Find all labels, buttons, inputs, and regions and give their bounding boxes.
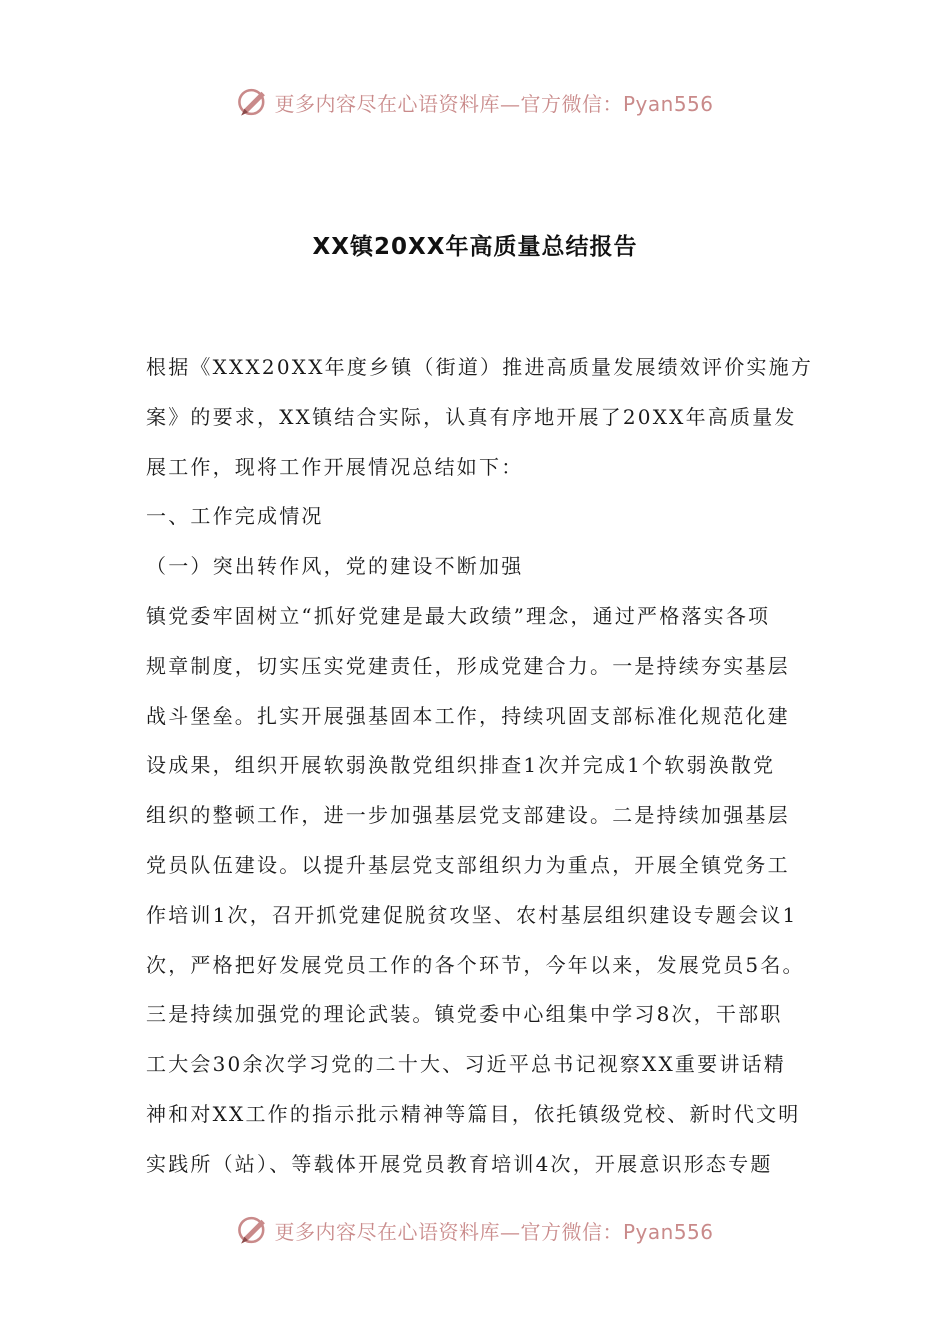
body-line-16: 神和对XX工作的指示批示精神等篇目，依托镇级党校、新时代文明 xyxy=(146,1101,801,1126)
watermark-logo-icon xyxy=(236,85,270,119)
body-line-14: 三是持续加强党的理论武装。镇党委中心组集中学习8次，干部职 xyxy=(146,1002,783,1027)
body-line-3: 展工作，现将工作开展情况总结如下： xyxy=(146,454,524,479)
body-line-15: 工大会30余次学习党的二十大、习近平总书记视察XX重要讲话精 xyxy=(146,1052,786,1077)
section-heading-1: 一、工作完成情况 xyxy=(146,504,324,529)
body-line-11: 党员队伍建设。以提升基层党支部组织力为重点，开展全镇党务工 xyxy=(146,852,790,877)
body-line-7: 规章制度，切实压实党建责任，形成党建合力。一是持续夯实基层 xyxy=(146,653,790,678)
body-line-13: 次，严格把好发展党员工作的各个环节，今年以来，发展党员5名。 xyxy=(146,952,805,977)
watermark-logo-icon xyxy=(236,1213,270,1247)
body-line-8: 战斗堡垒。扎实开展强基固本工作，持续巩固支部标准化规范化建 xyxy=(146,703,790,728)
watermark-text xyxy=(274,88,713,117)
watermark-wechat-id: Pyan556 xyxy=(622,91,714,116)
body-line-6: 镇党委牢固树立“抓好党建是最大政绩”理念，通过严格落实各项 xyxy=(146,603,771,628)
body-line-2: 案》的要求，XX镇结合实际，认真有序地开展了20XX年高质量发 xyxy=(146,404,797,429)
body-line-12: 作培训1次，召开抓党建促脱贫攻坚、农村基层组织建设专题会议1 xyxy=(146,902,798,927)
watermark-wechat-id: Pyan556 xyxy=(622,1219,714,1244)
watermark-header xyxy=(0,80,950,124)
body-line-1: 根据《XXX20XX年度乡镇（街道）推进高质量发展绩效评价实施方 xyxy=(146,355,814,379)
document-body xyxy=(146,343,814,1190)
document-title: XX镇20XX年高质量总结报告 xyxy=(312,234,638,260)
watermark-footer xyxy=(0,1208,950,1252)
subsection-heading-1: （一）突出转作风，党的建设不断加强 xyxy=(146,554,524,579)
watermark-label: 更多内容尽在心语资料库—官方微信： xyxy=(274,91,623,116)
watermark-label: 更多内容尽在心语资料库—官方微信： xyxy=(274,1219,623,1244)
body-line-9: 设成果，组织开展软弱涣散党组织排查1次并完成1个软弱涣散党 xyxy=(146,753,776,778)
watermark-text xyxy=(274,1216,713,1245)
body-line-10: 组织的整顿工作，进一步加强基层党支部建设。二是持续加强基层 xyxy=(146,803,790,828)
body-line-17: 实践所（站）、等载体开展党员教育培训4次，开展意识形态专题 xyxy=(146,1151,773,1176)
